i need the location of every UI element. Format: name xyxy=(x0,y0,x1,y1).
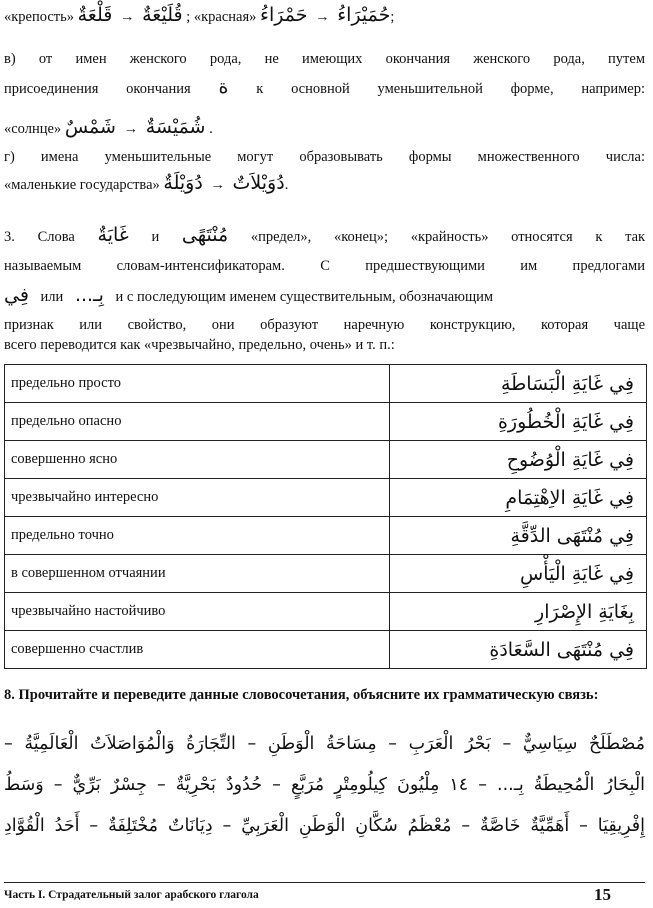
arrow-icon: → xyxy=(123,121,139,137)
exercise8-heading: 8. Прочитайте и переведите данные словосочетания, объясните их грамматическую связь: xyxy=(4,687,599,703)
russian-translation: чрезвычайно настойчиво xyxy=(5,593,390,631)
exercise8-arabic-line1: مُصْطَلَحٌ سِيَاسِيٌّ – بَحْرُ الْعَرَبِ – مِسَاحَةُ الْوَطَنِ – التِّجَارَةُ وَالْمُوَاصَلاَتُ الْعَالَمِيَّةُ – xyxy=(4,734,645,754)
text: или xyxy=(40,289,64,305)
text: и xyxy=(151,229,160,245)
point3-line1 xyxy=(4,226,645,246)
arabic-word: فِي xyxy=(4,284,29,306)
period: . xyxy=(284,177,289,193)
text: присоединения окончания xyxy=(4,81,191,97)
arrow-icon: → xyxy=(315,9,330,25)
separator: ; xyxy=(390,9,395,25)
arabic-phrase: فِي غَايَةِ الاِهْتِمَامِ xyxy=(390,479,647,517)
table-row xyxy=(5,365,647,403)
text: к основной уменьшительной форме, например: xyxy=(256,81,646,97)
arabic-phrase: فِي غَايَةِ الْبَسَاطَةِ xyxy=(390,365,647,403)
arabic-phrase: فِي مُنْتَهَى السَّعَادَةِ xyxy=(390,631,647,669)
arabic-phrase: فِي غَايَةِ الْخُطُورَةِ xyxy=(390,403,647,441)
russian-translation: в совершенном отчаянии xyxy=(5,555,390,593)
rule-b-line1: в) от имен женского рода, не имеющих окончания женского рода, путем xyxy=(4,51,645,67)
arabic-ending: ة xyxy=(218,76,229,98)
exercise8-arabic-line3: إِفْرِيقِيَا – أَهَمِّيَّةٌ خَاصَّةٌ – مُعْظَمُ سُكَّانِ الْوَطَنِ الْعَرَبِيِّ – دِيَانَاتٌ مُخْتَلِفَةٌ – أَحَدُ الْقُوَّادِ xyxy=(4,816,645,836)
intensifier-table xyxy=(4,364,647,669)
rule-g-line1: г) имена уменьшительные могут образовывать формы множественного числа: xyxy=(4,149,645,165)
table-row xyxy=(5,441,647,479)
arabic-word: دُوَيْلَةٌ xyxy=(163,172,203,194)
text: и с последующим именем существительным, обозначающим xyxy=(115,289,494,305)
table-row xyxy=(5,555,647,593)
arabic-word: شُمَيْسَةٌ xyxy=(145,116,206,138)
arabic-word: حُمَيْرَاءُ xyxy=(337,4,391,26)
ru-word: «солнце» xyxy=(4,121,62,137)
footer-title: Часть I. Страдательный залог арабского глагола xyxy=(4,889,259,901)
separator: ; xyxy=(186,9,191,25)
arabic-word: دُوَيْلاَتٌ xyxy=(232,172,285,194)
states-example xyxy=(4,174,645,194)
arabic-phrase: فِي غَايَةِ الْوُضُوحِ xyxy=(390,441,647,479)
arrow-icon: → xyxy=(210,177,225,193)
ru-word: «маленькие государства» xyxy=(4,177,160,193)
russian-translation: совершенно ясно xyxy=(5,441,390,479)
ru-word: «красная» xyxy=(193,9,257,25)
russian-translation: предельно опасно xyxy=(5,403,390,441)
arabic-word: مُنْتَهًى xyxy=(181,224,229,246)
table-row xyxy=(5,631,647,669)
rule-b-line2 xyxy=(4,78,645,98)
ru-word: «крепость» xyxy=(4,9,74,25)
point3-line3 xyxy=(4,286,645,306)
text: «предел», «конец»; «крайность» относятся к так xyxy=(250,229,646,245)
table-row xyxy=(5,517,647,555)
point3-line2: называемым словам-интенсификаторам. С предшествующими им предлогами xyxy=(4,258,645,274)
page-footer xyxy=(4,882,645,904)
page-number: 15 xyxy=(594,885,611,904)
arabic-word: قُلَيْعَةٌ xyxy=(142,4,183,26)
point3-line5: всего переводится как «чрезвычайно, предельно, очень» и т. п.: xyxy=(4,337,395,353)
arabic-word: غَايَةٌ xyxy=(97,224,129,246)
arabic-word: حَمْرَاءُ xyxy=(260,4,308,26)
sun-example xyxy=(4,118,645,138)
russian-translation: совершенно счастлив xyxy=(5,631,390,669)
arabic-phrase: بِغَايَةِ الإِصْرَارِ xyxy=(390,593,647,631)
text: 3. Слова xyxy=(4,229,75,245)
arrow-icon: → xyxy=(119,9,135,25)
russian-translation: предельно точно xyxy=(5,517,390,555)
line-fortress-red xyxy=(4,6,645,26)
table-row xyxy=(5,593,647,631)
russian-translation: предельно просто xyxy=(5,365,390,403)
arabic-phrase: فِي غَايَةِ الْيَأْسِ xyxy=(390,555,647,593)
arabic-word: قَلْعَةٌ xyxy=(77,4,113,26)
russian-translation: чрезвычайно интересно xyxy=(5,479,390,517)
arabic-word: شَمْسٌ xyxy=(64,116,116,138)
point3-line4: признак или свойство, они образуют наречную конструкцию, которая чаще xyxy=(4,317,645,333)
table-row xyxy=(5,403,647,441)
period: . xyxy=(209,121,213,137)
arabic-word: بِـ... xyxy=(74,284,104,306)
arabic-phrase: فِي مُنْتَهَى الدِّقَّةِ xyxy=(390,517,647,555)
exercise8-arabic-line2: الْبِحَارُ الْمُحِيطَةُ بِـ... – ١٤ مِلْيُونَ كِيلُومِتْرٍ مُرَبَّعٍ – حُدُودٌ بَحْرِيَّةٌ – جِسْرٌ بَرِّيٌّ – وَسَطُ xyxy=(4,775,646,795)
table-row xyxy=(5,479,647,517)
